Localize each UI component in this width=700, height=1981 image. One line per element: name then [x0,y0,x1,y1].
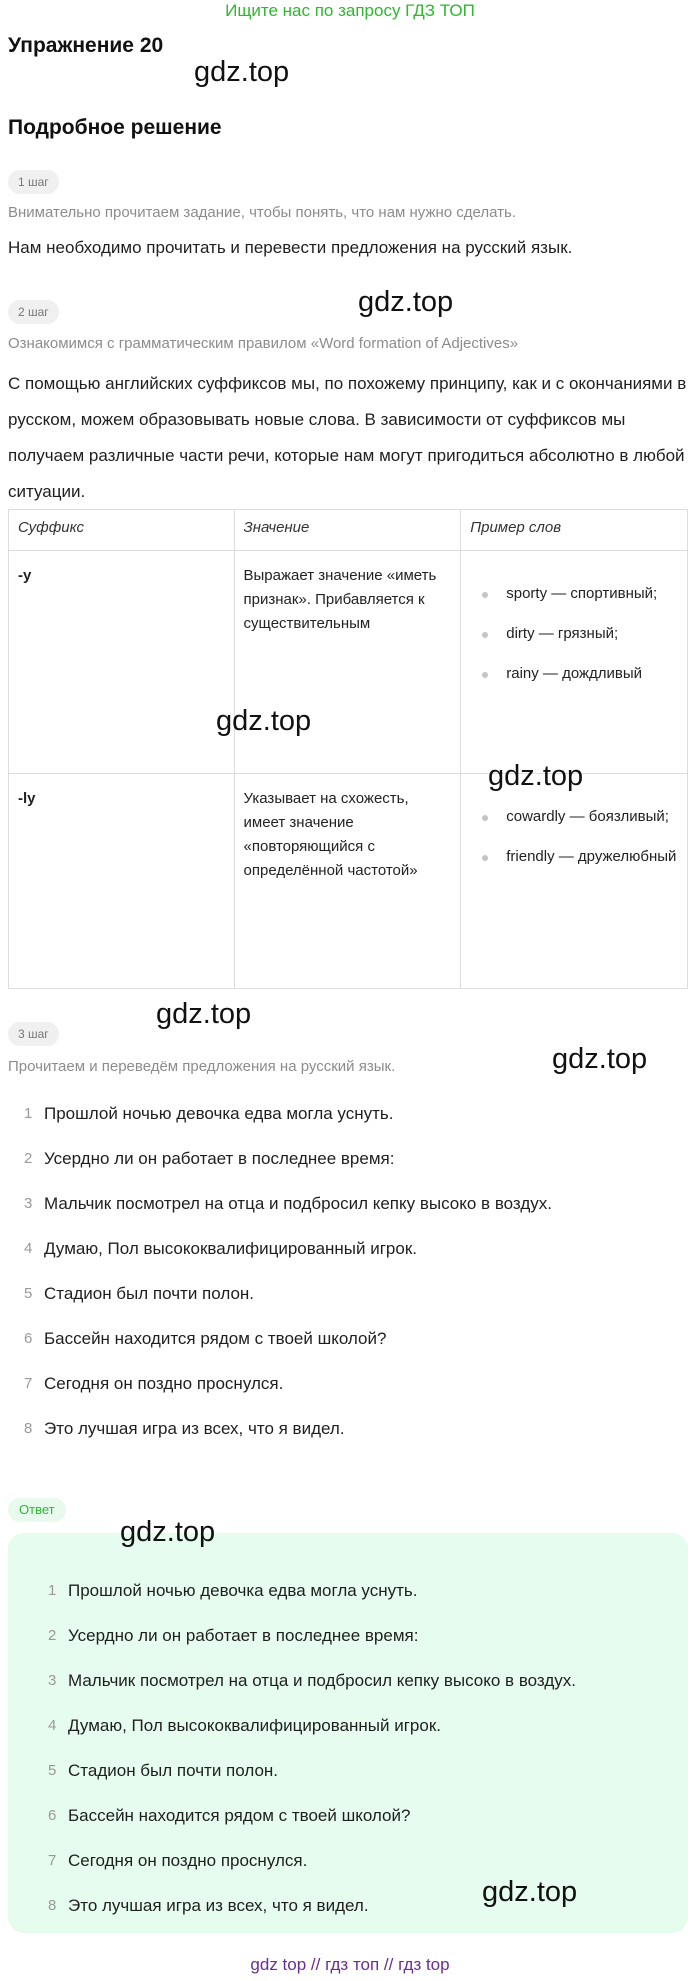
list-item: 7 Сегодня он поздно проснулся. [24,1374,284,1393]
list-item: 8 Это лучшая игра из всех, что я видел. [24,1419,345,1438]
suffix-cell: -ly [9,774,235,989]
rule-text: С помощью английских суффиксов мы, по похожему принципу, как и с окончаниями в русском, можем образовывать новые слова. В зависимости от суффиксов мы получаем различные части речи, которые нам могут пригодиться абсолютно в любой ситуации. [8,374,687,501]
example-item: rainy — дождливый [482,656,678,692]
watermark: gdz.top [552,1043,648,1075]
meaning-cell: Выражает значение «иметь признак». Прибавляется к существительным [234,551,461,774]
watermark: gdz.top [488,760,584,792]
watermark: gdz.top [120,1516,216,1548]
watermark: gdz.top [482,1876,578,1908]
step-1-hint: Внимательно прочитаем задание, чтобы понять, что нам нужно сделать. [8,204,517,221]
step-1-text: Нам необходимо прочитать и перевести предложения на русский язык. [8,238,573,257]
list-item: 6 Бассейн находится рядом с твоей школой? [24,1329,387,1348]
example-item: friendly — дружелюбный [482,839,678,875]
list-item: 5 Стадион был почти полон. [24,1284,255,1303]
header-meaning: Значение [234,510,461,551]
table-row [9,551,688,774]
header-suffix: Суффикс [9,510,235,551]
list-item: 7 Сегодня он поздно проснулся. [48,1851,308,1870]
step-3-hint: Прочитаем и переведём предложения на русский язык. [8,1058,396,1075]
list-item: 1 Прошлой ночью девочка едва могла уснуть. [24,1104,394,1123]
example-item: cowardly — боязливый; [482,799,678,835]
example-item: sporty — спортивный; [482,576,678,612]
watermark: gdz.top [358,286,454,318]
watermark: gdz.top [216,705,312,737]
watermark: gdz.top [156,998,252,1030]
table-row [9,774,688,989]
examples-cell [461,774,688,989]
step-3-pill: 3 шаг [8,1022,59,1046]
watermark: gdz.top [194,56,290,88]
answer-pill: Ответ [8,1498,66,1522]
list-item: 5 Стадион был почти полон. [48,1761,279,1780]
list-item: 4 Думаю, Пол высококвалифицированный игрок. [48,1716,442,1735]
footer-links[interactable]: gdz top // гдз топ // гдз top [250,1955,450,1974]
list-item: 2 Усердно ли он работает в последнее время: [48,1626,419,1645]
step-2-hint: Ознакомимся с грамматическим правилом «Word formation of Adjectives» [8,335,519,352]
example-item: dirty — грязный; [482,616,678,652]
examples-cell [461,551,688,774]
step-1-pill: 1 шаг [8,170,59,194]
table-header-row [9,510,688,551]
step-2-pill: 2 шаг [8,300,59,324]
solution-heading: Подробное решение [8,116,222,139]
list-item: 4 Думаю, Пол высококвалифицированный игрок. [24,1239,418,1258]
sentence-list [8,1103,688,1463]
list-item: 6 Бассейн находится рядом с твоей школой? [48,1806,411,1825]
top-banner[interactable]: Ищите нас по запросу ГДЗ ТОП [225,1,475,20]
suffix-cell: -y [9,551,235,774]
list-item: 1 Прошлой ночью девочка едва могла уснуть. [48,1581,418,1600]
list-item: 8 Это лучшая игра из всех, что я видел. [48,1896,369,1915]
list-item: 2 Усердно ли он работает в последнее время: [24,1149,395,1168]
meaning-cell: Указывает на схожесть, имеет значение «повторяющийся с определённой частотой» [234,774,461,989]
list-item: 3 Мальчик посмотрел на отца и подбросил кепку высоко в воздух. [48,1671,576,1690]
suffix-table [8,509,688,989]
list-item: 3 Мальчик посмотрел на отца и подбросил кепку высоко в воздух. [24,1194,552,1213]
exercise-title: Упражнение 20 [8,34,164,57]
header-examples: Пример слов [461,510,688,551]
